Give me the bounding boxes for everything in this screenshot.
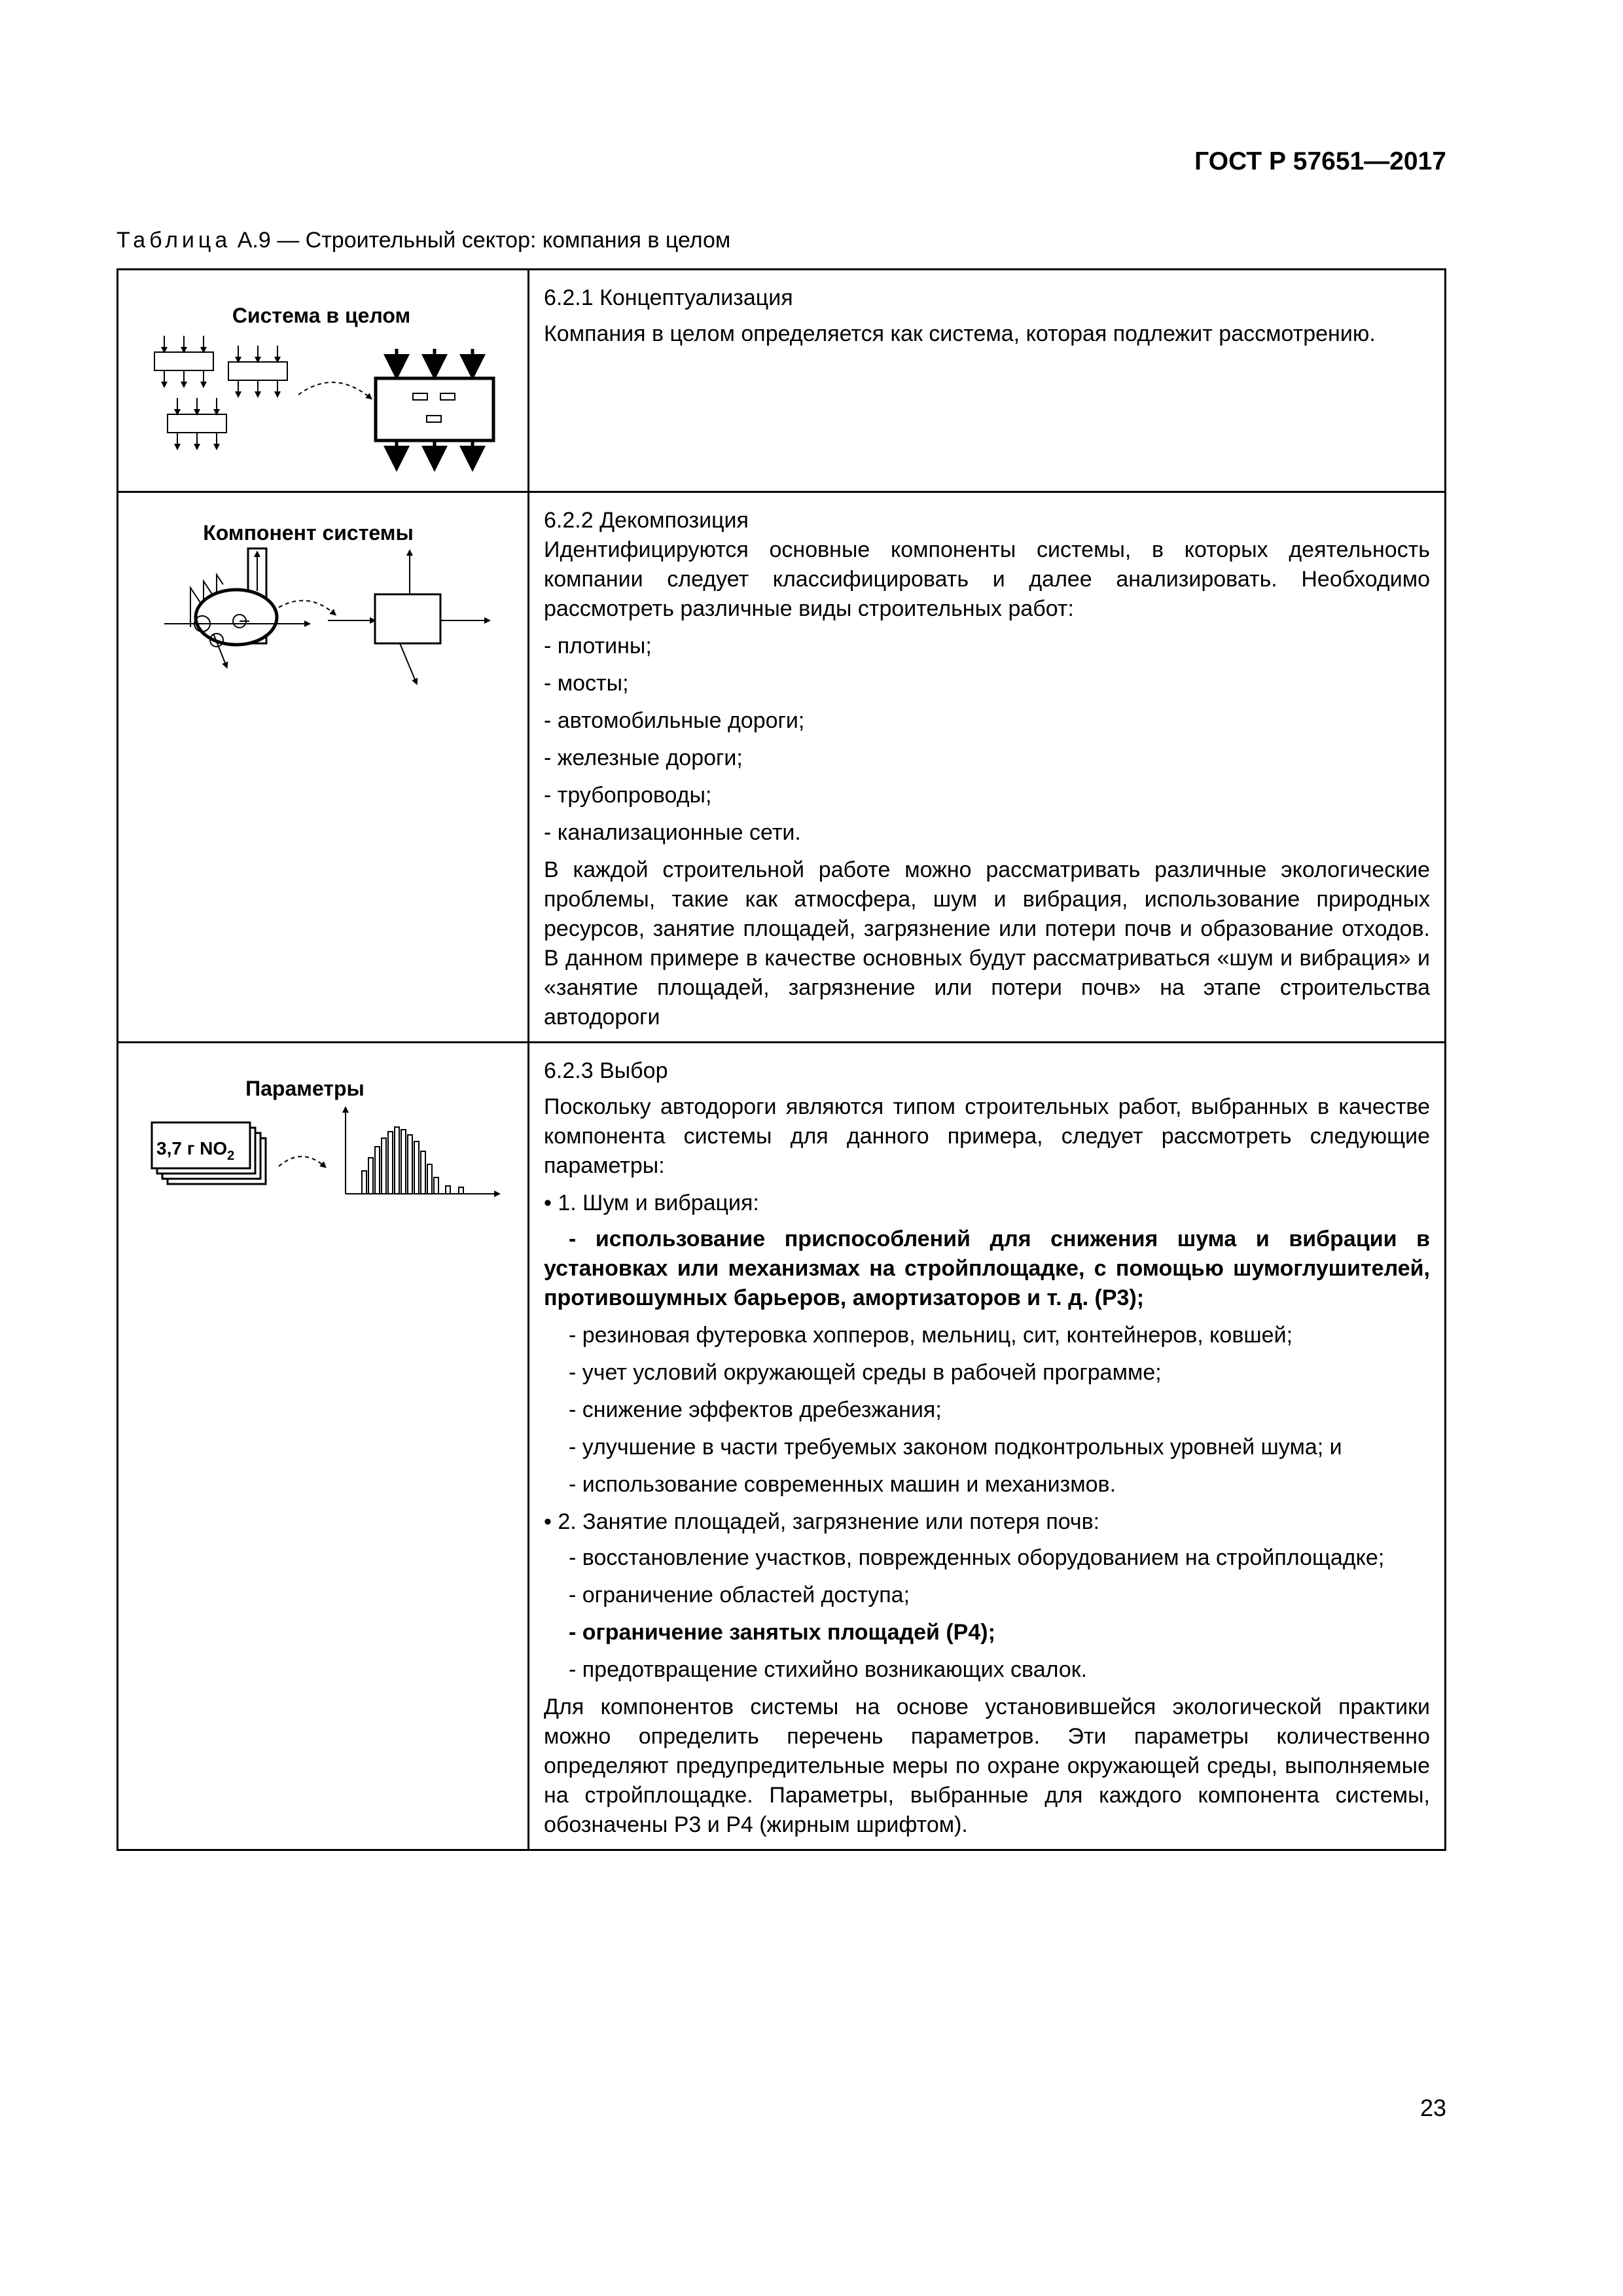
transition-arrow — [298, 382, 370, 398]
standard-header: ГОСТ Р 57651—2017 — [1194, 147, 1446, 175]
list-item: - предотвращение стихийно возникающих свалок. — [569, 1657, 1088, 1682]
list-item: - улучшение в части требуемых законом подконтрольных уровней шума; и — [569, 1435, 1342, 1460]
transition-arrow — [279, 601, 334, 614]
small-boxes-icon — [154, 336, 287, 448]
list-item: - автомобильные дороги; — [544, 708, 805, 733]
table-row — [118, 492, 1446, 1043]
figure-value: 3,7 г $NO_2$ — [156, 1138, 235, 1163]
histogram-icon — [346, 1109, 498, 1194]
system-whole-diagram — [118, 270, 524, 486]
list-item: - мосты; — [544, 671, 629, 696]
main-table — [116, 268, 1446, 1851]
list-item: - использование современных машин и механизмов. — [569, 1472, 1116, 1497]
paragraph: Идентифицируются основные компоненты системы, в которых деятельность компании следует классифицировать и далее анализировать. Необходимо рассмотреть различные виды строительных работ: — [544, 537, 1430, 621]
figure-label: Система в целом — [232, 304, 411, 327]
table-row — [118, 270, 1446, 492]
transition-arrow — [279, 1157, 325, 1166]
list-item: - восстановление участков, поврежденных оборудованием на стройплощадке; — [569, 1545, 1385, 1570]
system-box-icon — [376, 349, 493, 465]
bullet-item: • 1. Шум и вибрация: — [544, 1191, 759, 1215]
bullet-item: • 2. Занятие площадей, загрязнение или потеря почв: — [544, 1509, 1100, 1534]
table-caption — [116, 228, 730, 253]
figure-cell — [118, 270, 529, 492]
text-cell — [529, 492, 1446, 1043]
table-row — [118, 1043, 1446, 1850]
component-box-icon — [328, 552, 488, 683]
bold-list-item: - ограничение занятых площадей (P4); — [569, 1620, 995, 1645]
section-title: 6.2.2 Декомпозиция — [544, 508, 749, 533]
figure-cell — [118, 1043, 529, 1850]
section-title: 6.2.3 Выбор — [544, 1058, 668, 1083]
figure-cell — [118, 492, 529, 1043]
caption-text: А.9 — Строительный сектор: компания в целом — [231, 228, 731, 253]
figure-label: Параметры — [245, 1077, 365, 1100]
list-item: - снижение эффектов дребезжания; — [569, 1397, 942, 1422]
caption-prefix: Таблица — [116, 228, 232, 253]
section-title: 6.2.1 Концептуализация — [544, 285, 793, 310]
figure-label: Компонент системы — [203, 521, 414, 545]
list-item: - резиновая футеровка хопперов, мельниц, сит, контейнеров, ковшей; — [569, 1323, 1293, 1348]
list-item: - железные дороги; — [544, 745, 743, 770]
list-item: - канализационные сети. — [544, 820, 801, 845]
text-cell — [529, 270, 1446, 492]
list-item: - плотины; — [544, 634, 652, 658]
parameters-diagram — [118, 1043, 524, 1213]
list-item: - ограничение областей доступа; — [569, 1583, 910, 1607]
bold-list-item: - использование приспособлений для снижения шума и вибрации в установках или механизмах на стройплощадке, с помощью шумоглушителей, противошумных барьеров, амортизаторов и т. д. (P3); — [544, 1227, 1430, 1310]
list-item: - трубопроводы; — [544, 783, 712, 808]
paragraph: В каждой строительной работе можно рассматривать различные экологические проблемы, такие как атмосфера, шум и вибрация, использование природных ресурсов, занятие площадей, загрязнение или потери почв и образование отходов. В данном примере в качестве основных будут рассматриваться «шум и вибрация» и «занятие площадей, загрязнение или потери почв» на этапе строительства автодороги — [544, 857, 1430, 1030]
list-item: - учет условий окружающей среды в рабочей программе; — [569, 1360, 1162, 1385]
text-cell — [529, 1043, 1446, 1850]
page-number: 23 — [1419, 2094, 1446, 2121]
paragraph: Компания в целом определяется как система, которая подлежит рассмотрению. — [544, 321, 1376, 346]
paragraph: Поскольку автодороги являются типом строительных работ, выбранных в качестве компонента системы для данного примера, следует рассмотреть следующие параметры: — [544, 1094, 1430, 1178]
paragraph: Для компонентов системы на основе установившейся экологической практики можно определить перечень параметров. Эти параметры количественно определяют предупредительные меры по охране окружающей среды, выполняемые на стройплощадке. Параметры, выбранные для каждого компонента системы, обозначены P3 и P4 (жирным шрифтом). — [544, 1695, 1430, 1837]
component-icon — [164, 548, 308, 666]
system-component-diagram — [118, 493, 524, 689]
